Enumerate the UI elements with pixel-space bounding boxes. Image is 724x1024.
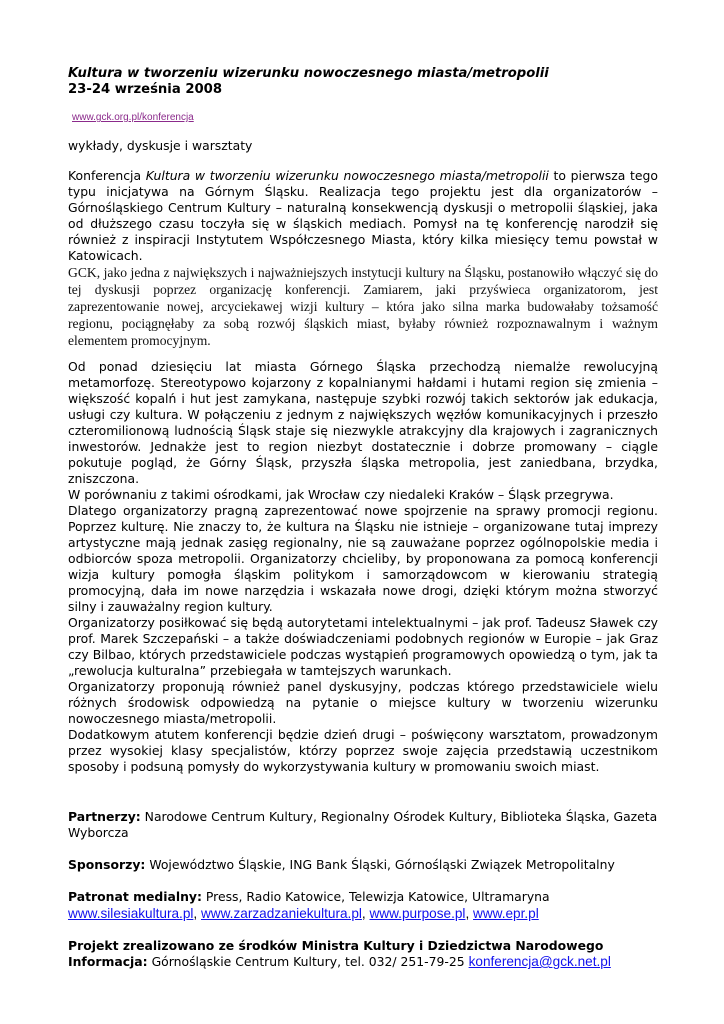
- body-paragraph: Dlatego organizatorzy pragną zaprezentować nowe spojrzenie na sprawy promocji regionu. Poprzez kulturę. Nie znaczy to, że kultura na Śląsku nie istnieje – organizowane tutaj imprezy artystyczne mają jednak zasięg regionalny, nie są zauważane poprzez ogólnopolskie media i odbiorców spoza metropolii. Organizatorzy chcieliby, by proponowana za pomocą konferencji wizja kultury pomogła śląskim politykom i samorządowcom w kierowaniu strategią promocyjną, dała im nowe narzędzia i wskazała nowe drogi, dzięki którym można stworzyć silny i zauważalny region kultury.: [68, 503, 658, 614]
- conference-title: Kultura w tworzeniu wizerunku nowoczesnego miasta/metropolii: [68, 66, 549, 81]
- media-link[interactable]: www.silesiakultura.pl: [68, 906, 194, 921]
- partners-section: [68, 809, 658, 841]
- contact-line: [68, 954, 658, 970]
- body-paragraph: W porównaniu z takimi ośrodkami, jak Wrocław czy niedaleki Kraków – Śląsk przegrywa.: [68, 487, 614, 502]
- body-paragraph: Od ponad dziesięciu lat miasta Górnego Śląska przechodzą niemalże rewolucyjną metamorfozę. Stereotypowo kojarzony z kopalnianymi hałdami i hutami region się zmienia – większość kopalń i hut jest zamykana, następuje szybki rozwój takich sektorów jak edukacja, usługi czy kultura. W połączeniu z jednym z największych węzłów komunikacyjnych i przeszło czteromilionową ludnością Śląsk staje się niezwykle atrakcyjny dla krajowych i zagranicznych inwestorów. Jednakże jest to region niezbyt dostatecznie i dobrze promowany – ciągle pokutuje pogląd, że Górny Śląsk, przyszła śląska metropolia, jest zaniedbana, brzydka, zniszczona.: [68, 359, 658, 486]
- media-patronage-section: [68, 889, 658, 905]
- intro-paragraph: [68, 168, 658, 264]
- intro-italic-title: Kultura w tworzeniu wizerunku nowoczesnego miasta/metropolii: [145, 168, 549, 183]
- body-paragraph: Dodatkowym atutem konferencji będzie dzień drugi – poświęcony warsztatom, prowadzonym przez wysokiej klasy specjalistów, którzy poprzez swoje zajęcia przedstawią uczestnikom sposoby i podsuną pomysły do wykorzystywania kultury w promowaniu swoich miast.: [68, 727, 658, 774]
- contact-label: Informacja:: [68, 954, 148, 969]
- conference-date: 23-24 września 2008: [68, 82, 223, 97]
- media-link[interactable]: www.zarzadzaniekultura.pl: [200, 906, 362, 921]
- sponsors-text: Województwo Śląskie, ING Bank Śląski, Górnośląski Związek Metropolitalny: [145, 857, 615, 872]
- body-paragraph: Organizatorzy posiłkować się będą autorytetami intelektualnymi – jak prof. Tadeusz Sławek czy prof. Marek Szczepański – a także doświadczeniami podobnych regionów w Europie – jak Graz czy Bilbao, których przedstawiciele podczas wystąpień programowych opowiedzą o tym, jak ta „rewolucja kulturalna” przebiegała w tamtejszych warunkach.: [68, 615, 658, 678]
- sponsors-label: Sponsorzy:: [68, 857, 146, 872]
- intro-rest: to pierwsza tego typu inicjatywa na Górnym Śląsku. Realizacja tego projektu jest dla organizatorów – Górnośląskiego Centrum Kultury – naturalną konsekwencją dyskusji o metropolii śląskiej, jaka od dłuższego czasu toczyła się w śląskich mediach. Pomysł na tę konferencję narodził się również z inspiracji Instytutem Współczesnego Miasta, który kilka miesięcy temu powstał w Katowicach.: [68, 168, 658, 263]
- funding-note: Projekt zrealizowano ze środków Ministra Kultury i Dziedzictwa Narodowego: [68, 938, 604, 953]
- media-label: Patronat medialny:: [68, 889, 202, 904]
- media-links: www.silesiakultura.pl, www.zarzadzaniekultura.pl, www.purpose.pl, www.epr.pl: [68, 906, 539, 921]
- document-page: [68, 66, 658, 970]
- media-text: Press, Radio Katowice, Telewizja Katowice, Ultramaryna: [201, 889, 550, 904]
- media-link[interactable]: www.epr.pl: [473, 906, 539, 921]
- gck-paragraph: GCK, jako jedna z największych i najważniejszych instytucji kultury na Śląsku, postanowiło włączyć się do tej dyskusji poprzez organizację konferencji. Zamiarem, jaki przyświeca organizatorom, jest zaprezentowanie nowej, arcyciekawej wizji kultury – która jako silna marka budowałaby tożsamość regionu, pociągnęłaby za sobą rozwój śląskich miast, byłaby również rozpoznawalnym i ważnym elementem promocyjnym.: [68, 265, 658, 348]
- conference-url-link[interactable]: www.gck.org.pl/konferencja: [72, 112, 194, 123]
- partners-label: Partnerzy:: [68, 809, 141, 824]
- partners-text: Narodowe Centrum Kultury, Regionalny Ośrodek Kultury, Biblioteka Śląska, Gazeta Wyborcza: [68, 809, 658, 840]
- contact-email-link[interactable]: konferencja@gck.net.pl: [468, 954, 611, 969]
- contact-text: Górnośląskie Centrum Kultury, tel. 032/ 251-79-25: [147, 954, 469, 969]
- sponsors-section: [68, 857, 658, 873]
- media-link[interactable]: www.purpose.pl: [369, 906, 466, 921]
- intro-lead: Konferencja: [68, 168, 142, 183]
- tagline: wykłady, dyskusje i warsztaty: [68, 138, 253, 153]
- body-paragraph: Organizatorzy proponują również panel dyskusyjny, podczas którego przedstawiciele wielu różnych środowisk odpowiedzą na pytanie o miejsce kultury w tworzeniu wizerunku nowoczesnego miasta/metropolii.: [68, 679, 658, 726]
